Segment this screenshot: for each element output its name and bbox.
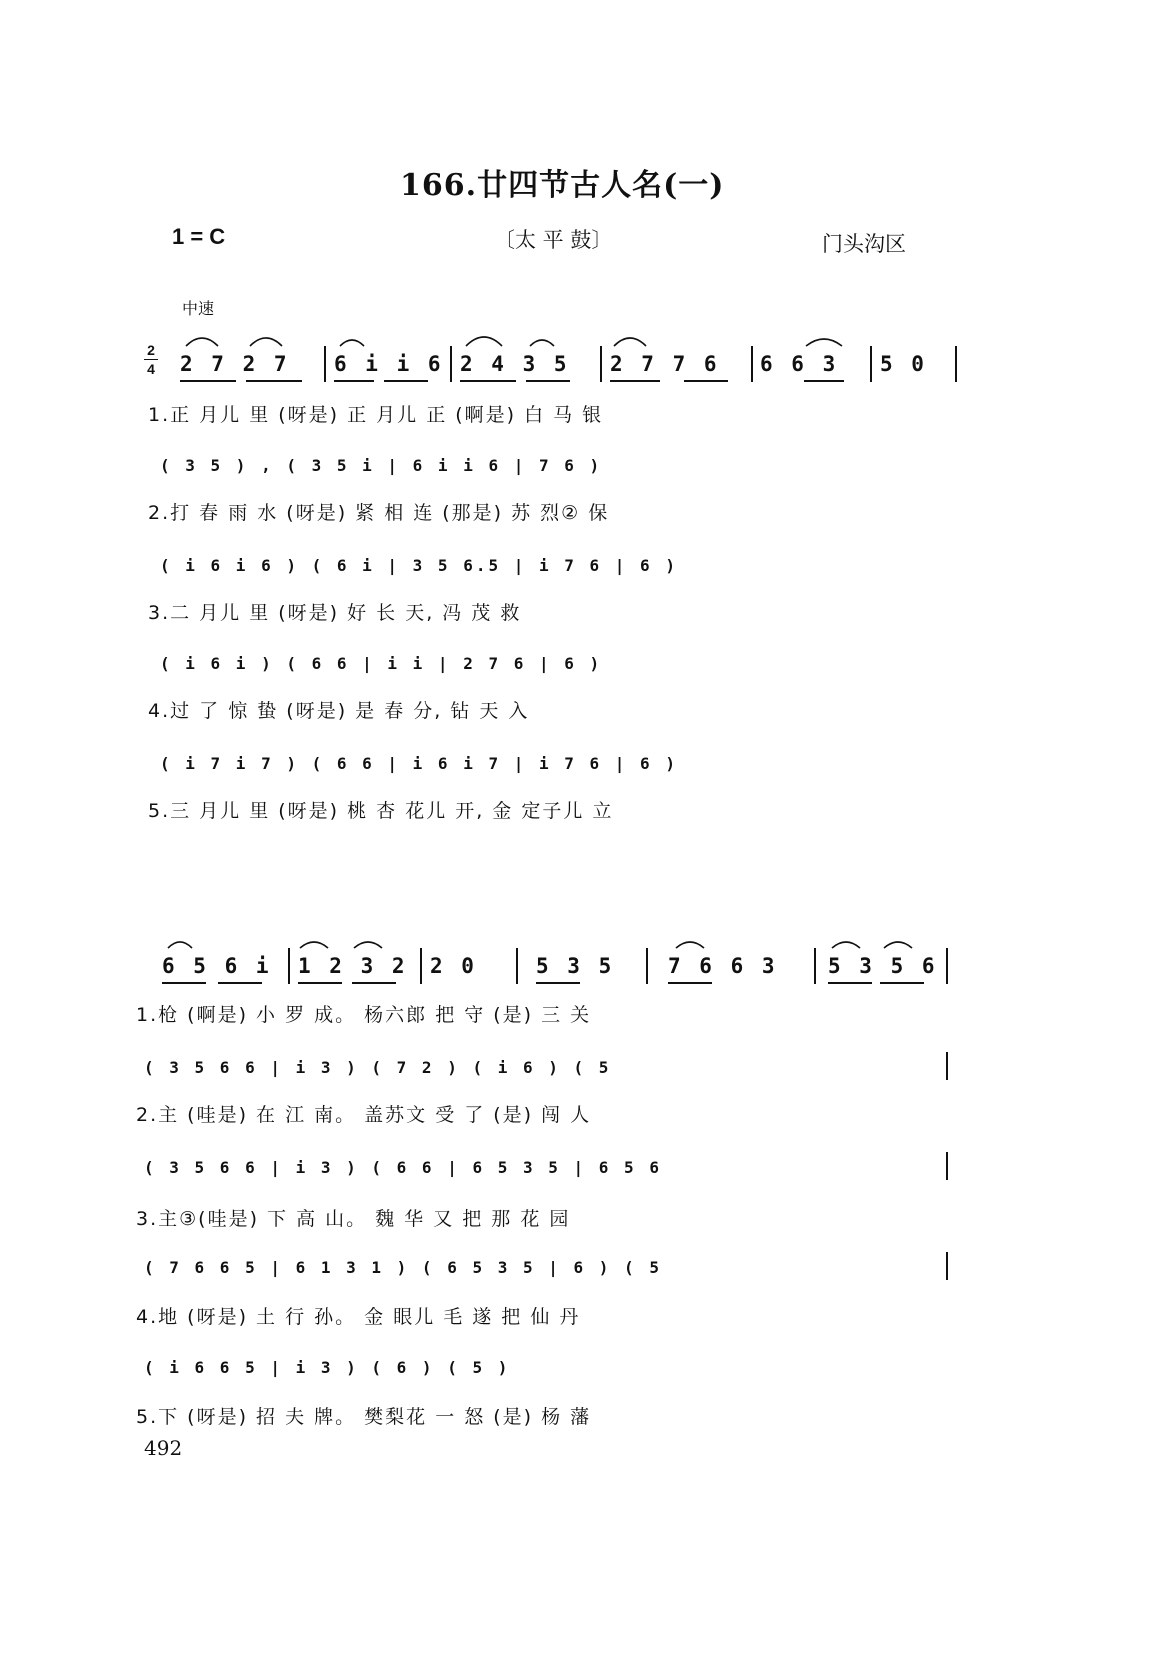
- lyric-line: 3.二 月儿 里 (呀是) 好 长 天, 冯 茂 救: [148, 602, 522, 624]
- measure: 7 6 6 3: [668, 954, 778, 978]
- interlude-line: ( i 6 i ) ( 6 6 | i i | 2 7 6 | 6 ): [160, 654, 603, 673]
- interlude-line: ( 3 5 ) , ( 3 5 i | 6 i i 6 | 7 6 ): [160, 456, 603, 475]
- measure: 5 3 5 6: [828, 954, 938, 978]
- measure: 2 4 3 5: [460, 352, 570, 376]
- lyric-line: 3.主③(哇是) 下 高 山。 魏 华 又 把 那 花 园: [136, 1208, 571, 1230]
- song-title: 166.廿四节古人名(一): [400, 168, 725, 203]
- interlude-line: ( 3 5 6 6 | i 3 ) ( 7 2 ) ( i 6 ) ( 5: [144, 1058, 612, 1077]
- tempo-marking: 中速: [182, 299, 215, 318]
- interlude-line: ( i 6 i 6 ) ( 6 i | 3 5 6.5 | i 7 6 | 6 ): [160, 556, 678, 575]
- key-signature: 1 = C: [172, 224, 226, 249]
- interlude-line: ( i 7 i 7 ) ( 6 6 | i 6 i 7 | i 7 6 | 6 ): [160, 754, 678, 773]
- time-signature-bottom: 4: [147, 361, 155, 377]
- interlude-line: ( 3 5 6 6 | i 3 ) ( 6 6 | 6 5 3 5 | 6 5 6: [144, 1158, 662, 1177]
- lyric-line: 5.三 月儿 里 (呀是) 桃 杏 花儿 开, 金 定子儿 立: [148, 800, 614, 822]
- lyric-line: 1.正 月儿 里 (呀是) 正 月儿 正 (啊是) 白 马 银: [148, 404, 604, 426]
- lyric-line: 2.主 (哇是) 在 江 南。 盖苏文 受 了 (是) 闯 人: [136, 1104, 592, 1126]
- measure: 5 3 5: [536, 954, 615, 978]
- measure: 2 7 7 6: [610, 352, 720, 376]
- measure: 2 0: [430, 954, 477, 978]
- lyric-line: 5.下 (呀是) 招 夫 牌。 樊梨花 一 怒 (是) 杨 藩: [136, 1406, 592, 1428]
- measure: 6 6 3: [760, 352, 839, 376]
- measure: 2 7 2 7: [180, 352, 290, 376]
- measure: 6 i i 6: [334, 352, 444, 376]
- lyric-line: 4.过 了 惊 蛰 (呀是) 是 春 分, 钻 天 入: [148, 700, 530, 722]
- interlude-line: ( 7 6 6 5 | 6 1 3 1 ) ( 6 5 3 5 | 6 ) ( 5: [144, 1258, 662, 1277]
- tune-name: 〔太 平 鼓〕: [494, 228, 613, 252]
- page-number: 492: [144, 1436, 183, 1460]
- interlude-line: ( i 6 6 5 | i 3 ) ( 6 ) ( 5 ): [144, 1358, 511, 1377]
- measure: 5 0: [880, 352, 927, 376]
- measure: 1 2 3 2: [298, 954, 408, 978]
- lyric-line: 4.地 (呀是) 土 行 孙。 金 眼儿 毛 遂 把 仙 丹: [136, 1306, 581, 1328]
- lyric-line: 2.打 春 雨 水 (呀是) 紧 相 连 (那是) 苏 烈② 保: [148, 502, 610, 524]
- measure: 6 5 6 i: [162, 954, 272, 978]
- time-signature-top: 2: [147, 342, 155, 358]
- lyric-line: 1.枪 (啊是) 小 罗 成。 杨六郎 把 守 (是) 三 关: [136, 1004, 592, 1026]
- region-label: 门头沟区: [822, 232, 906, 256]
